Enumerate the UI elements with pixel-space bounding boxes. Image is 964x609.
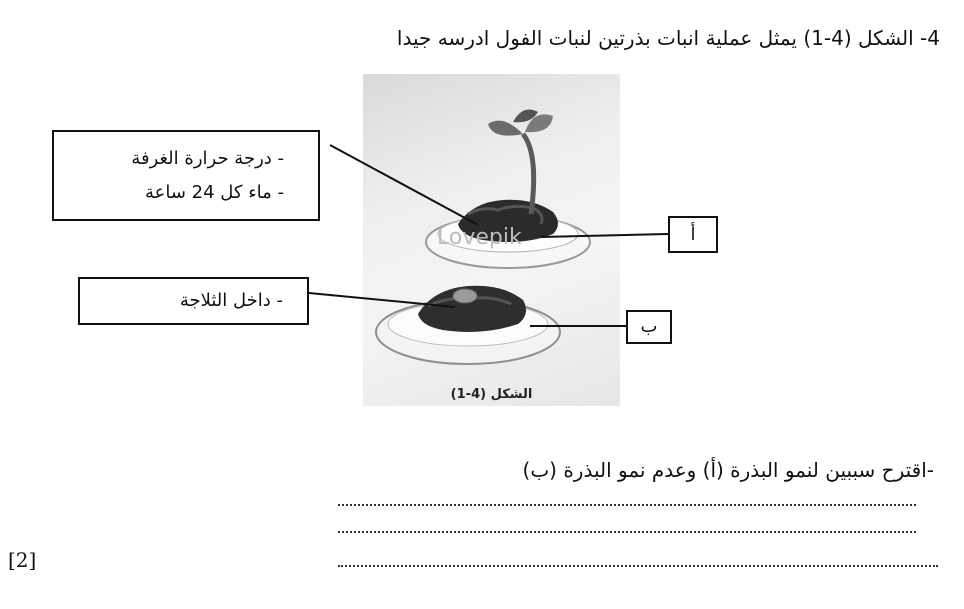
answer-line-1[interactable]	[338, 504, 916, 506]
answer-line-2[interactable]	[338, 531, 916, 533]
watermark-text: Lovepik	[437, 225, 522, 250]
marks-indicator: [2]	[8, 548, 37, 572]
condition-inside-fridge: - داخل الثلاجة	[179, 290, 283, 311]
label-box-seed-b-conditions	[78, 277, 309, 325]
label-seed-b: ب	[626, 310, 672, 344]
condition-room-temperature: - درجة حرارة الغرفة	[131, 148, 284, 169]
condition-water-every-24h: - ماء كل 24 ساعة	[144, 182, 284, 203]
label-box-seed-a-conditions	[52, 130, 320, 221]
question-prompt: -اقترح سببين لنمو البذرة (أ) وعدم نمو البذرة (ب)	[522, 458, 934, 482]
seed-germination-photo	[363, 74, 620, 406]
answer-line-3[interactable]	[338, 565, 938, 567]
label-seed-a: أ	[668, 216, 718, 253]
germination-illustration	[363, 74, 620, 406]
question-title: 4- الشكل (4-1) يمثل عملية انبات بذرتين لنبات الفول ادرسه جيدا	[396, 26, 940, 50]
figure-caption: الشكل (4-1)	[450, 387, 533, 402]
